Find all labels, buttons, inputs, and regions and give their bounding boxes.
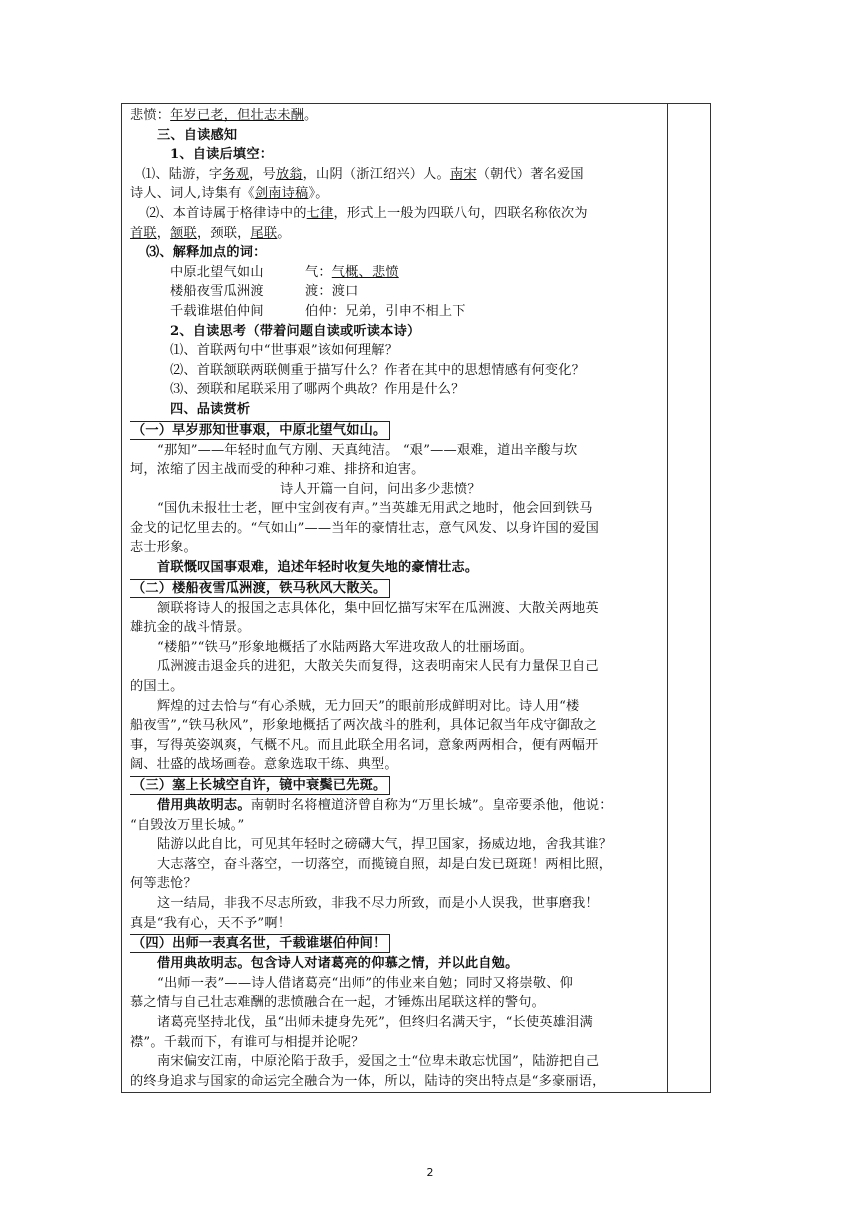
boxed-heading: （一）早岁那知世事艰，中原北望气如山。 — [130, 421, 390, 440]
text-line: “出师一表”——诗人借诸葛亮“出师”的伟业来自勉；同时又将崇敬、仰 — [157, 975, 574, 991]
text-line: 陆游以此自比，可见其年轻时之磅礴大气，捍卫国家，扬威边地，舍我其谁？ — [157, 837, 613, 853]
text-line: 阔、壮盛的战场画卷。意象选取干练、典型。 — [130, 757, 398, 773]
text-line: 这一结局，非我不尽志所致，非我不尽力所致，而是小人误我，世事磨我！ — [157, 895, 599, 911]
text-line: 襟”。千载而下，有谁可与相提并论呢？ — [130, 1034, 365, 1050]
text-line: 志士形象。 — [130, 540, 197, 556]
text-line: “自毁汝万里长城。” — [130, 817, 245, 833]
text-line: 雄抗金的战斗情景。 — [130, 620, 251, 636]
text-line: 诗人开篇一自问，问出多少悲愤？ — [280, 481, 481, 497]
text-line: ⑴、陆游，字务观，号放翁，山阴（浙江绍兴）人。南宋（朝代）著名爱国 — [142, 166, 584, 182]
text-line: 颔联将诗人的报国之志具体化，集中回忆描写宋军在瓜洲渡、大散关两地英 — [157, 600, 599, 616]
text-line: ⑵、本首诗属于格律诗中的七律，形式上一般为四联八句，四联名称依次为 — [146, 205, 588, 221]
text-line: 诸葛亮坚持北伐，虽“出师未捷身先死”，但终归名满天宇，“长使英雄泪满 — [157, 1014, 593, 1030]
text-line: 借用典故明志。南朝时名将檀道济曾自称为“万里长城”。皇帝要杀他，他说： — [157, 798, 613, 813]
text-line: “那知”——年轻时血气方刚、天真纯洁。 “艰”——艰难，道出辛酸与坎 — [157, 442, 578, 458]
section-heading: 四、品读赏析 — [170, 401, 251, 417]
text-line: 坷，浓缩了因主战而受的种种刁难、排挤和迫害。 — [130, 462, 425, 478]
text-line: 金戈的记忆里去的。“气如山”——当年的豪情壮志，意气风发、以身许国的爱国 — [130, 520, 600, 536]
text-line — [130, 775, 662, 796]
text-line: 首联慨叹国事艰难，追述年轻时收复失地的豪情壮志。 — [157, 560, 479, 576]
text-line: 慕之情与自己壮志难酬的悲愤融合在一起，才锤炼出尾联这样的警句。 — [130, 995, 546, 1011]
gloss-line: 中原北望气如山 气：气概、悲愤 — [170, 264, 399, 280]
section-heading: 三、自读感知 — [157, 127, 238, 143]
lesson-table — [121, 103, 711, 1093]
text-line: 借用典故明志。包含诗人对诸葛亮的仰慕之情，并以此自勉。 — [157, 956, 519, 972]
text-line: 诗人、词人,诗集有《剑南诗稿》。 — [130, 186, 329, 202]
sub-heading: ⑶、解释加点的词： — [146, 245, 267, 261]
text-line: 悲愤：年岁已老，但壮志未酬。 — [130, 108, 318, 123]
text-line: 何等悲怆？ — [130, 876, 197, 892]
question-line: ⑵、首联颔联两联侧重于描写什么？作者在其中的思想情感有何变化？ — [170, 362, 586, 378]
notes-cell — [667, 104, 710, 1092]
text-line: 的终身追求与国家的命运完全融合为一体，所以，陆诗的突出特点是“多豪丽语， — [130, 1073, 606, 1089]
text-line: “楼船”“铁马”形象地概括了水陆两路大军进攻敌人的壮丽场面。 — [157, 639, 533, 655]
sub-heading: 1、自读后填空： — [170, 147, 274, 163]
text-line: 首联，颔联，颈联，尾联。 — [130, 225, 291, 241]
content-cell — [122, 104, 668, 1092]
text-line — [130, 578, 662, 599]
text-line: 大志落空，奋斗落空，一切落空，而揽镜自照，却是白发已斑斑！两相比照， — [157, 856, 613, 872]
gloss-line: 千载谁堪伯仲间 伯仲：兄弟，引申不相上下 — [170, 303, 466, 319]
text-line: 瓜洲渡击退金兵的进犯，大散关失而复得，这表明南宋人民有力量保卫自己 — [157, 659, 599, 675]
text-line: “国仇未报壮士老，匣中宝剑夜有声。”当英雄无用武之地时，他会回到铁马 — [157, 501, 593, 517]
boxed-heading: （三）塞上长城空自许，镜中衰鬓已先斑。 — [130, 776, 390, 795]
boxed-heading: （二）楼船夜雪瓜洲渡，铁马秋风大散关。 — [130, 579, 390, 598]
text-line — [130, 933, 662, 954]
text-line: 真是“我有心，天不予”啊！ — [130, 915, 292, 931]
sub-heading: 2、自读思考（带着问题自读或听读本诗） — [170, 323, 421, 339]
question-line: ⑶、颈联和尾联采用了哪两个典故？作用是什么？ — [170, 382, 465, 398]
gloss-line: 楼船夜雪瓜洲渡 渡：渡口 — [170, 284, 359, 300]
text-line — [130, 420, 662, 441]
question-line: ⑴、首联两句中“世事艰”该如何理解？ — [170, 343, 399, 359]
text-line: 的国土。 — [130, 679, 184, 695]
page-number: 2 — [426, 1166, 434, 1179]
text-line: 船夜雪”,“铁马秋风”，形象地概括了两次战斗的胜利，具体记叙当年戍守御敌之 — [130, 718, 598, 734]
text-line: 辉煌的过去恰与“有心杀贼，无力回天”的眼前形成鲜明对比。诗人用“楼 — [157, 698, 580, 714]
boxed-heading: （四）出师一表真名世，千载谁堪伯仲间！ — [130, 934, 390, 953]
text-line: 南宋偏安江南，中原沦陷于敌手，爱国之士“位卑未敢忘忧国”，陆游把自己 — [157, 1054, 600, 1070]
text-line: 事，写得英姿飒爽，气概不凡。而且此联全用名词，意象两两相合，便有两幅开 — [130, 737, 599, 753]
